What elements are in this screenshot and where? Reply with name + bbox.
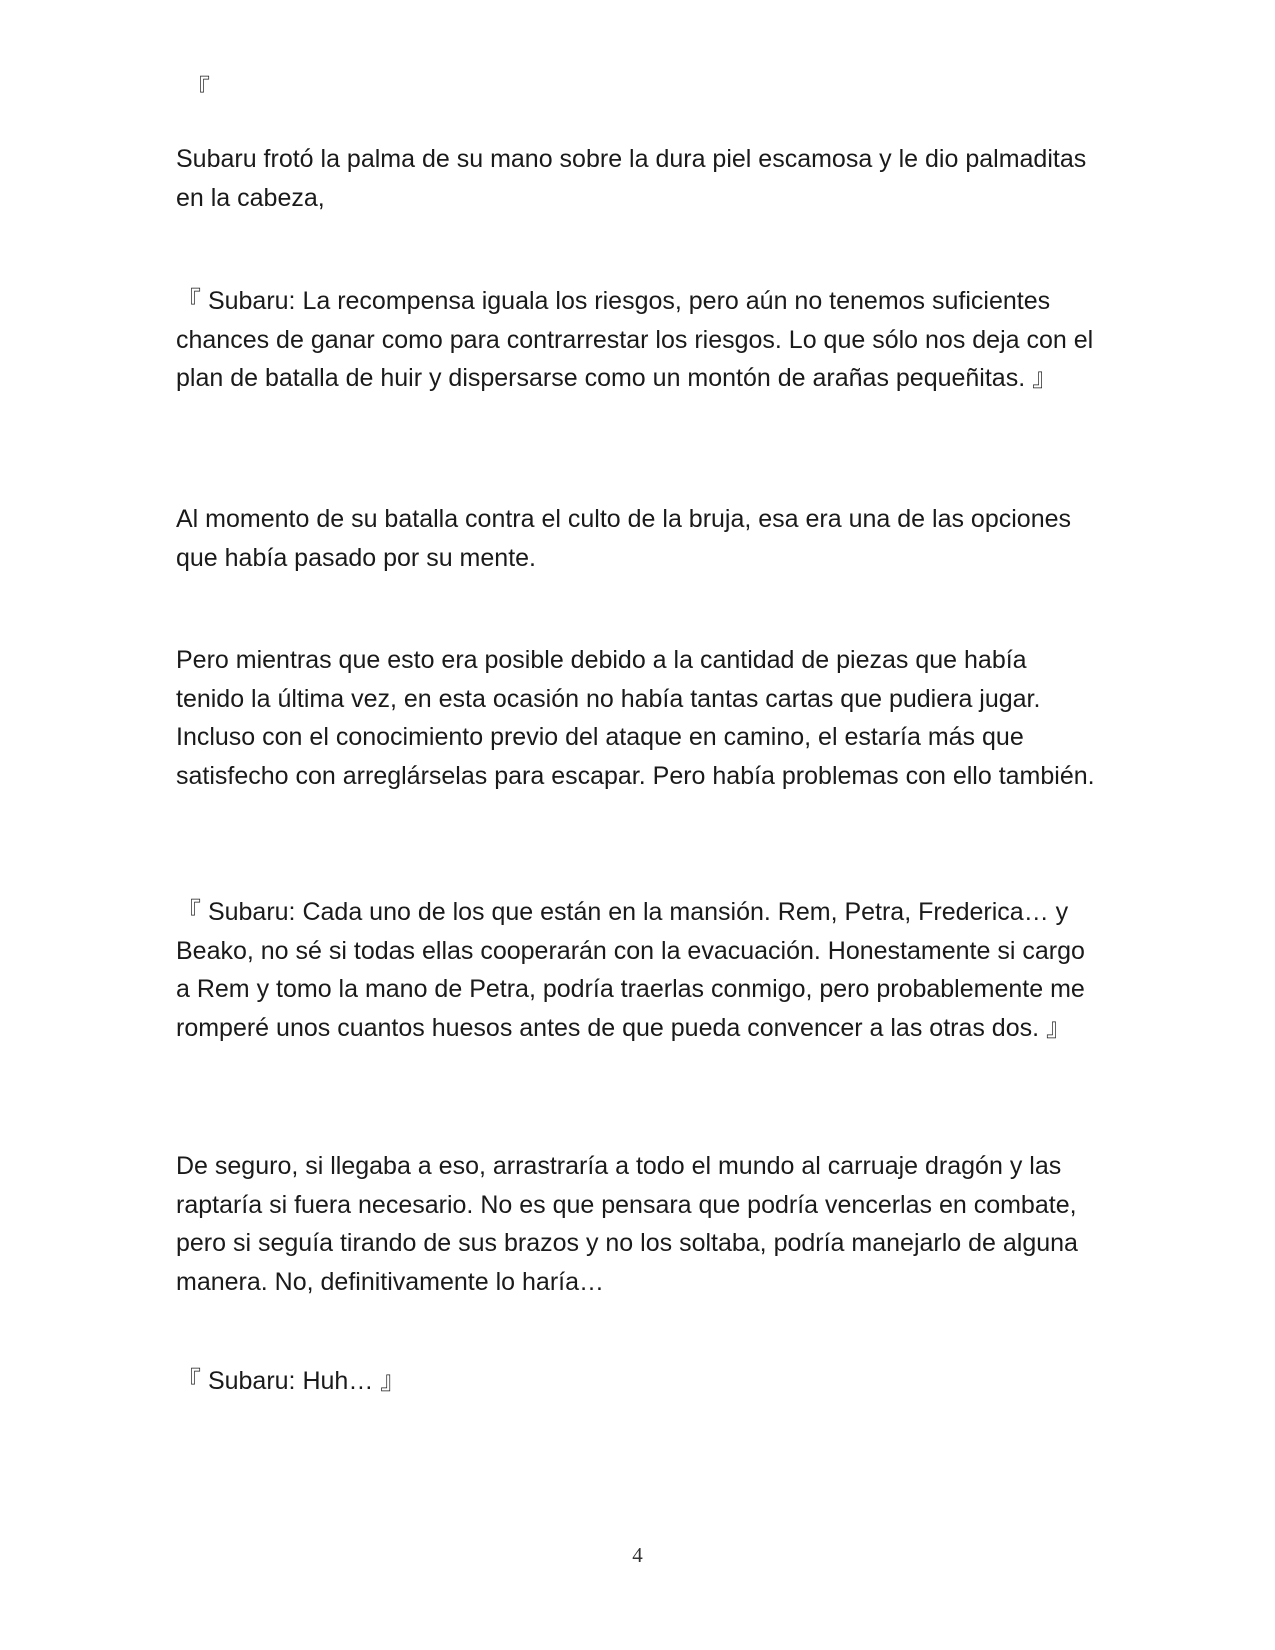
paragraph-3: Al momento de su batalla contra el culto de la bruja, esa era una de las opciones que había pasado por su mente.	[176, 505, 1071, 572]
page-number: 4	[632, 1543, 643, 1567]
paragraph-2-dialogue: 『 Subaru: La recompensa iguala los riesgos, pero aún no tenemos suficientes chances de ganar como para contrarrestar los riesgos. Lo que sólo nos deja con el plan de batalla de huir y dispersarse como un montón de arañas pequeñitas. 』	[176, 287, 1094, 392]
paragraph-4: Pero mientras que esto era posible debido a la cantidad de piezas que había tenido la última vez, en esta ocasión no había tantas cartas que pudiera jugar. Incluso con el conocimiento previo del ataque en camino, el estaría más que satisfecho con arreglárselas para escapar. Pero había problemas con ello también.	[176, 646, 1095, 790]
opening-bracket: 『	[185, 75, 211, 103]
paragraph-5-dialogue: 『 Subaru: Cada uno de los que están en la mansión. Rem, Petra, Frederica… y Beako, no sé si todas ellas cooperarán con la evacuación. Honestamente si cargo a Rem y tomo la mano de Petra, podría traerlas conmigo, pero probablemente me romperé unos cuantos huesos antes de que pueda convencer a las otras dos. 』	[176, 898, 1085, 1042]
paragraph-1: Subaru frotó la palma de su mano sobre la dura piel escamosa y le dio palmaditas en la cabeza,	[176, 145, 1087, 212]
paragraph-7-dialogue: 『 Subaru: Huh… 』	[176, 1367, 406, 1395]
paragraph-6: De seguro, si llegaba a eso, arrastraría a todo el mundo al carruaje dragón y las raptaría si fuera necesario. No es que pensara que podría vencerlas en combate, pero si seguía tirando de sus brazos y no los soltaba, podría manejarlo de alguna manera. No, definitivamente lo haría…	[176, 1152, 1078, 1296]
